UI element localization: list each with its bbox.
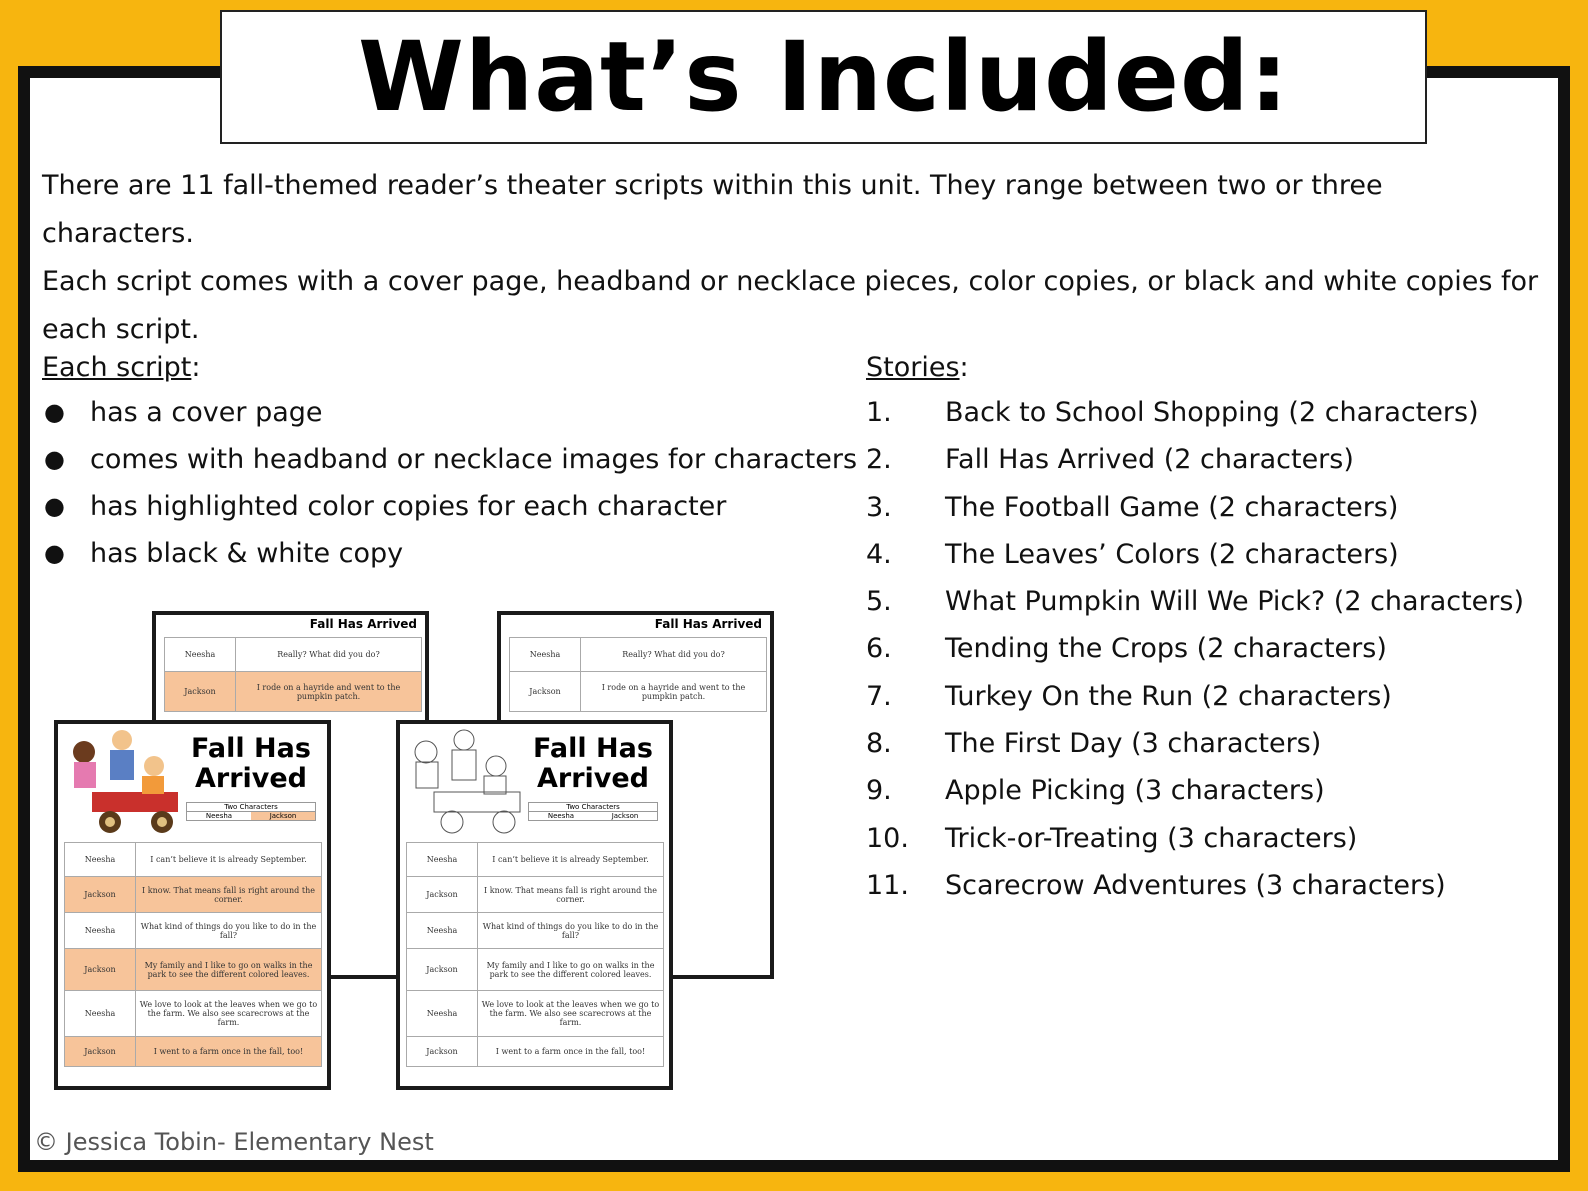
story-item: 4. The Leaves’ Colors (2 characters) [866,538,1399,570]
sheet-header: Fall Has Arrived [654,617,762,631]
story-item: 10. Trick-or-Treating (3 characters) [866,822,1358,854]
list-item: ● has black & white copy [42,530,852,577]
kids-wagon-illustration [404,726,524,838]
story-item: 9. Apple Picking (3 characters) [866,775,1325,807]
kids-wagon-illustration [62,726,182,838]
script-page-bw-front [396,720,673,1090]
cover-title: Fall Has Arrived [191,733,311,794]
script-table: Neesha Really? What did you do? Jackson I rode on a hayride and went to the pumpkin patch. [509,637,767,712]
story-item: 2. Fall Has Arrived (2 characters) [866,444,1354,476]
bullet-icon: ● [44,445,65,473]
script-table: Neesha I can’t believe it is already September. Jackson I know. That means fall is right around the corner. Neesha What kind of things do you like to do in the fall? Jackson My family and I like to go on walks in the park to see the different colored leaves. Neesha We love to look at the leaves when we go to the farm. We also see scarecrows at the farm. Jackson I went to a farm once in the fall, too! [406,842,664,1067]
characters-box: Two Characters Neesha Jackson [528,802,658,821]
copyright-credit: © Jessica Tobin- Elementary Nest [34,1128,434,1156]
script-table: Neesha Really? What did you do? Jackson I rode on a hayride and went to the pumpkin patch. [164,637,422,712]
intro-line: each script. [42,314,200,345]
stories-list [866,389,1566,909]
stories-heading: Stories: [866,352,969,383]
intro-line: Each script comes with a cover page, headband or necklace pieces, color copies, or black and white copies for [42,266,1539,297]
each-script-section [42,352,858,577]
sheet-header: Fall Has Arrived [309,617,417,631]
each-script-heading: Each script: [42,352,201,383]
bullet-icon: ● [44,398,65,426]
list-item: ● has highlighted color copies for each character [42,483,852,530]
story-item: 3. The Football Game (2 characters) [866,491,1399,523]
story-item: 8. The First Day (3 characters) [866,728,1322,760]
page-title: What’s Included: [357,21,1290,133]
title-banner [220,10,1427,144]
story-item: 1. Back to School Shopping (2 characters) [866,397,1479,428]
intro-line: There are 11 fall-themed reader’s theater scripts within this unit. They range between two or three characters. [42,170,1383,249]
story-item: 5. What Pumpkin Will We Pick? (2 characters) [866,586,1524,618]
bullet-icon: ● [44,539,65,567]
list-item: ● has a cover page [42,389,852,436]
story-item: 7. Turkey On the Run (2 characters) [866,680,1392,712]
each-script-list [42,389,858,577]
stories-section [866,352,1566,909]
script-table: Neesha I can’t believe it is already September. Jackson I know. That means fall is right around the corner. Neesha What kind of things do you like to do in the fall? Jackson My family and I like to go on walks in the park to see the different colored leaves. Neesha We love to look at the leaves when we go to the farm. We also see scarecrows at the farm. Jackson I went to a farm once in the fall, too! [64,842,322,1067]
bullet-icon: ● [44,492,65,520]
script-page-color-front [54,720,331,1090]
story-item: 6. Tending the Crops (2 characters) [866,633,1387,665]
intro-paragraph [42,162,1542,354]
characters-box: Two Characters Neesha Jackson [186,802,316,821]
story-item: 11. Scarecrow Adventures (3 characters) [866,869,1446,901]
list-item: ● comes with headband or necklace images for characters [42,436,852,483]
cover-title: Fall Has Arrived [533,733,653,794]
